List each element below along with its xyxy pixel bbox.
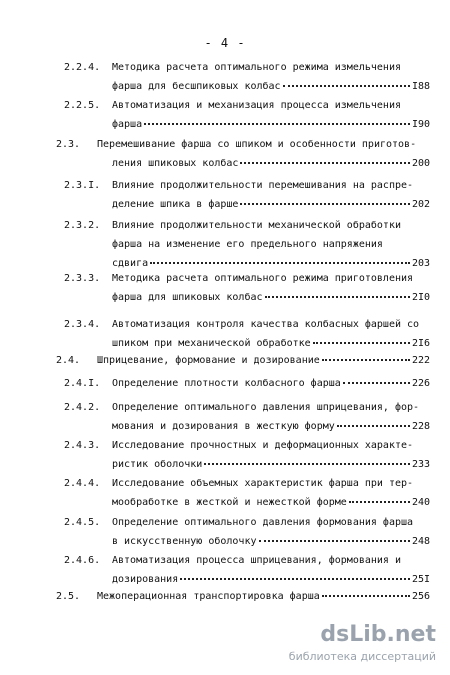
entry-title-text: Автоматизация и механизация процесса измельчения xyxy=(112,100,401,111)
entry-title-line xyxy=(112,199,430,211)
entry-title-line xyxy=(112,421,430,433)
entry-title-line xyxy=(112,338,430,350)
page-ref: I88 xyxy=(411,81,430,92)
entry-title-line xyxy=(112,81,430,93)
section-number: 2.5. xyxy=(56,591,81,602)
page-number: - 4 - xyxy=(204,36,246,50)
entry-title-text: дозирования xyxy=(112,574,179,585)
leader-dots xyxy=(322,595,410,597)
entry-title-text: Шприцевание, формование и дозирование xyxy=(97,355,320,366)
leader-dots xyxy=(259,540,410,542)
page-ref: 200 xyxy=(411,158,430,169)
entry-title-text: фарша для шпиковых колбас xyxy=(112,292,263,303)
entry-title-line xyxy=(112,402,419,414)
entry-title-text: Автоматизация процесса шприцевания, формования и xyxy=(112,555,401,566)
entry-title-line xyxy=(112,292,430,304)
entry-title-text: Определение оптимального давления формования фарша xyxy=(112,517,414,528)
entry-title-text: Методика расчета оптимального режима измельчения xyxy=(112,62,401,73)
section-number: 2.4.3. xyxy=(64,440,101,451)
entry-title-line xyxy=(97,355,430,367)
entry-title-line xyxy=(112,100,401,112)
section-number: 2.4.5. xyxy=(64,517,101,528)
entry-title-text: Определение оптимального давления шприцевания, фор- xyxy=(112,402,420,413)
page-ref: 2I6 xyxy=(411,338,430,349)
entry-title-text: в искусственную оболочку xyxy=(112,536,257,547)
page-ref: 248 xyxy=(411,536,430,547)
page-ref: 2I0 xyxy=(411,292,430,303)
leader-dots xyxy=(150,262,410,264)
entry-title-text: Влияние продолжительности перемешивания на распре- xyxy=(112,180,414,191)
entry-title-line xyxy=(112,258,430,270)
page-ref: 240 xyxy=(411,497,430,508)
section-number: 2.4.I. xyxy=(64,378,101,389)
entry-title-text: шпиком при механической обработке xyxy=(112,338,311,349)
section-number: 2.3.I. xyxy=(64,180,101,191)
entry-title-line xyxy=(112,517,413,529)
entry-title-text: Исследование прочностных и деформационных характе- xyxy=(112,440,414,451)
entry-title-line xyxy=(112,478,413,490)
entry-title-line xyxy=(112,440,413,452)
entry-title-line xyxy=(97,591,430,603)
section-number: 2.3.2. xyxy=(64,220,101,231)
section-number: 2.4.6. xyxy=(64,555,101,566)
leader-dots xyxy=(204,463,410,465)
leader-dots xyxy=(337,425,410,427)
page-ref: 25I xyxy=(411,574,430,585)
entry-title-text: Исследование объемных характеристик фарша при тер- xyxy=(112,478,414,489)
page-ref: 222 xyxy=(411,355,430,366)
leader-dots xyxy=(180,578,410,580)
entry-title-line xyxy=(112,158,430,170)
leader-dots xyxy=(144,123,410,125)
entry-title-line xyxy=(112,574,430,586)
entry-title-line xyxy=(112,180,413,192)
watermark-logo: dsLib.net xyxy=(320,622,436,647)
entry-title-line xyxy=(112,459,430,471)
section-number: 2.3.3. xyxy=(64,273,101,284)
leader-dots xyxy=(349,501,410,503)
page-ref: 202 xyxy=(411,199,430,210)
page-ref: 203 xyxy=(411,258,430,269)
entry-title-text: Определение плотности колбасного фарша xyxy=(112,378,341,389)
entry-title-text: ления шпиковых колбас xyxy=(112,158,239,169)
leader-dots xyxy=(265,296,410,298)
entry-title-text: Межоперационная транспортировка фарша xyxy=(97,591,320,602)
section-number: 2.3.4. xyxy=(64,319,101,330)
entry-title-line xyxy=(112,555,401,567)
page-ref: 228 xyxy=(411,421,430,432)
entry-title-text: фарша для бесшпиковых колбас xyxy=(112,81,281,92)
entry-title-text: Методика расчета оптимального режима приготовления xyxy=(112,273,414,284)
section-number: 2.2.4. xyxy=(64,62,101,73)
entry-title-line xyxy=(112,497,430,509)
section-number: 2.3. xyxy=(56,139,81,150)
entry-title-text: мования и дозирования в жесткую форму xyxy=(112,421,335,432)
section-number: 2.4.2. xyxy=(64,402,101,413)
watermark xyxy=(268,622,448,670)
page-ref: 233 xyxy=(411,459,430,470)
entry-title-text: фарша xyxy=(112,119,143,130)
watermark-subtitle: библиотека диссертаций xyxy=(288,650,436,663)
entry-title-text: Влияние продолжительности механической обработки xyxy=(112,220,401,231)
leader-dots xyxy=(283,85,410,87)
section-number: 2.4. xyxy=(56,355,81,366)
leader-dots xyxy=(240,162,410,164)
entry-title-text: сдвига xyxy=(112,258,149,269)
entry-title-text: мообработке в жесткой и нежесткой форме xyxy=(112,497,347,508)
entry-title-line xyxy=(112,119,430,131)
entry-title-text: Перемешивание фарша со шпиком и особенности приготов- xyxy=(97,139,417,150)
page-ref: 226 xyxy=(411,378,430,389)
entry-title-line xyxy=(97,139,416,151)
section-number: 2.4.4. xyxy=(64,478,101,489)
entry-title-line xyxy=(112,239,383,251)
entry-title-text: Автоматизация контроля качества колбасных фаршей со xyxy=(112,319,420,330)
entry-title-line xyxy=(112,319,419,331)
entry-title-text: фарша на изменение его предельного напряжения xyxy=(112,239,383,250)
entry-title-text: деление шпика в фарше xyxy=(112,199,239,210)
entry-title-line xyxy=(112,536,430,548)
entry-title-line xyxy=(112,220,401,232)
entry-title-line xyxy=(112,62,401,74)
entry-title-line xyxy=(112,378,430,390)
section-number: 2.2.5. xyxy=(64,100,101,111)
leader-dots xyxy=(313,342,410,344)
entry-title-line xyxy=(112,273,413,285)
leader-dots xyxy=(343,382,410,384)
leader-dots xyxy=(240,203,410,205)
entry-title-text: ристик оболочки xyxy=(112,459,203,470)
page-ref: I90 xyxy=(411,119,430,130)
page-ref: 256 xyxy=(411,591,430,602)
leader-dots xyxy=(322,359,410,361)
